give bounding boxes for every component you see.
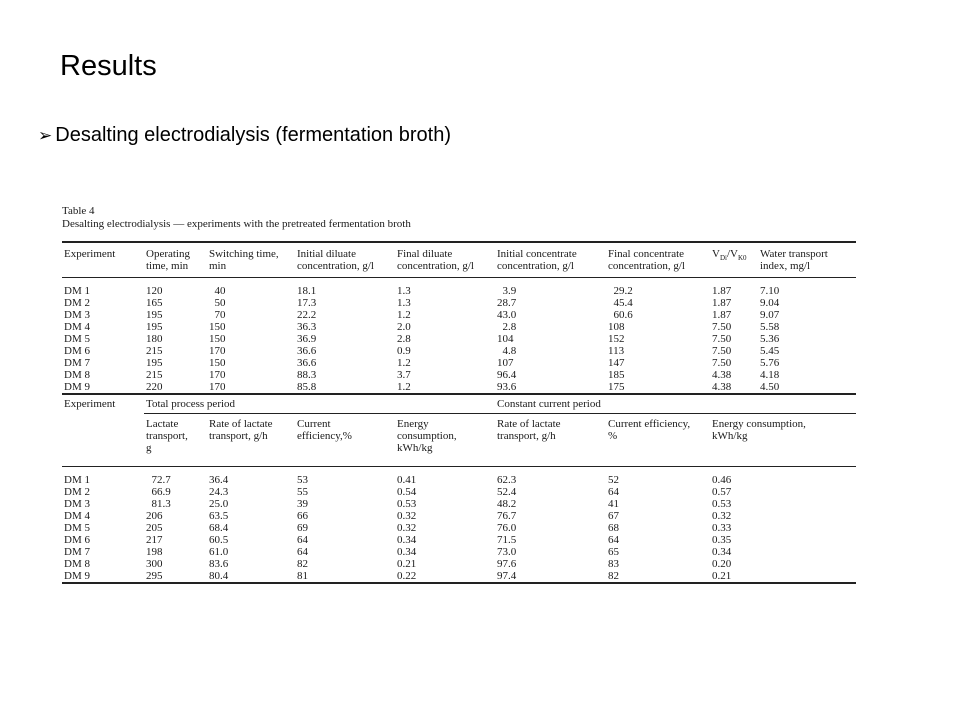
table-cell: 52.4 (497, 486, 517, 498)
column-header: Switching time, min (207, 242, 295, 278)
table-cell: 104 (497, 333, 514, 345)
column-header: Energy consumption, kWh/kg (712, 418, 806, 442)
table-cell: 36.4 (207, 467, 295, 487)
table-cell: 206 (146, 510, 163, 522)
table-cell: 25.0 (209, 498, 229, 510)
table-cell: 62.3 (495, 467, 606, 487)
table-cell: 1.3 (397, 297, 411, 309)
table-cell: 0.57 (712, 486, 732, 498)
table-cell: 2.8 (397, 333, 411, 345)
table-cell: 7.10 (758, 278, 856, 298)
table-cell: 0.9 (397, 345, 411, 357)
table-cell: 64 (608, 486, 619, 498)
table-cell: 69 (297, 522, 308, 534)
table-cell: 64 (297, 534, 308, 546)
table-cell: 5.76 (760, 357, 780, 369)
table-cell: 4.38 (712, 381, 732, 393)
table-cell: 52 (606, 467, 710, 487)
table-cell: 0.21 (397, 558, 417, 570)
row-label: DM 3 (64, 498, 90, 510)
table-cell: 150 (209, 357, 226, 369)
table-cell: 0.53 (397, 498, 417, 510)
table-row (62, 546, 856, 558)
table-cell: 22.2 (297, 309, 317, 321)
results-table-figure (62, 205, 858, 584)
table-cell: 97.6 (497, 558, 517, 570)
table-cell: 0.32 (712, 510, 732, 522)
row-label: DM 1 (62, 467, 144, 487)
table-cell: 83.6 (209, 558, 229, 570)
upper-header-row (62, 242, 856, 278)
table-cell: 295 (144, 570, 207, 583)
table-cell: 82 (606, 570, 710, 583)
table-cell: 36.9 (297, 333, 317, 345)
table-cell: 1.87 (712, 309, 732, 321)
table-row (62, 498, 856, 510)
column-header: Current efficiency,% (297, 418, 352, 442)
table-cell: 39 (297, 498, 308, 510)
row-label: DM 2 (64, 297, 90, 309)
table-cell: 48.2 (497, 498, 517, 510)
table-row (62, 345, 856, 357)
table-cell: 152 (608, 333, 625, 345)
bullet-text: Desalting electrodialysis (fermentation broth) (55, 124, 451, 146)
table-label: Table 4 (62, 205, 95, 217)
table-cell: 108 (608, 321, 625, 333)
table-cell: 68.4 (209, 522, 229, 534)
table-cell: 0.34 (397, 546, 417, 558)
row-label: DM 1 (62, 278, 144, 298)
table-cell: 45.4 (608, 297, 633, 309)
table-cell: 0.35 (712, 534, 732, 546)
table-cell: 198 (146, 546, 163, 558)
table-cell: 36.6 (297, 357, 317, 369)
table-cell: 70 (209, 309, 226, 321)
table-cell: 65 (608, 546, 619, 558)
table-cell: 60.6 (608, 309, 633, 321)
table-cell: 5.45 (760, 345, 780, 357)
table-cell: 93.6 (497, 381, 517, 393)
table-cell: 9.04 (760, 297, 780, 309)
table-row (62, 333, 856, 345)
table-cell: 147 (608, 357, 625, 369)
table-cell: 1.2 (397, 309, 411, 321)
column-header: Rate of lactate transport, g/h (497, 418, 561, 442)
column-header: Water transport index, mg/l (758, 242, 856, 278)
table-cell: 0.32 (397, 510, 417, 522)
table-cell: 120 (144, 278, 207, 298)
table-cell: 7.50 (712, 321, 732, 333)
table-cell: 7.50 (712, 357, 732, 369)
group-header-constant: Constant current period (495, 394, 856, 414)
row-label: DM 8 (64, 558, 90, 570)
table-cell: 4.50 (760, 381, 780, 393)
column-header: Final concentrate concentration, g/l (606, 242, 710, 278)
group-header-total: Total process period (144, 394, 495, 414)
table-cell: 76.0 (497, 522, 517, 534)
table-cell: 66 (297, 510, 308, 522)
row-label: DM 6 (64, 345, 90, 357)
row-label: DM 7 (64, 357, 90, 369)
table-cell: 107 (497, 357, 514, 369)
table-cell: 1.87 (710, 278, 758, 298)
table-cell: 113 (608, 345, 625, 357)
column-header: Operating time, min (144, 242, 207, 278)
table-cell: 220 (146, 381, 163, 393)
table-cell: 170 (209, 345, 226, 357)
table-cell: 66.9 (146, 486, 171, 498)
table-cell: 1.3 (395, 278, 495, 298)
table-cell: 7.50 (712, 333, 732, 345)
table-row (62, 278, 856, 298)
table-cell: 150 (209, 333, 226, 345)
table-row (62, 534, 856, 546)
table-cell: 55 (297, 486, 308, 498)
table-cell: 4.38 (712, 369, 732, 381)
row-label: DM 3 (64, 309, 90, 321)
table-cell: 215 (146, 369, 163, 381)
table-cell: 24.3 (209, 486, 229, 498)
table-cell: 0.21 (710, 570, 856, 583)
table-cell: 60.5 (209, 534, 229, 546)
table-cell: 96.4 (497, 369, 517, 381)
table-cell: 73.0 (497, 546, 517, 558)
table-caption: Desalting electrodialysis — experiments with the pretreated fermentation broth (62, 218, 411, 230)
arrow-bullet-icon: ➢ (38, 125, 53, 145)
table-cell: 71.5 (497, 534, 517, 546)
table-cell: 195 (146, 357, 163, 369)
table-cell: 50 (209, 297, 226, 309)
table-cell: 195 (146, 309, 163, 321)
table-row (62, 321, 856, 333)
column-header: Energy consumption, kWh/kg (397, 418, 457, 454)
row-label: DM 4 (64, 321, 90, 333)
table-cell: 217 (146, 534, 163, 546)
table-cell: 64 (297, 546, 308, 558)
table-cell: 41 (608, 498, 619, 510)
table-cell: 4.8 (497, 345, 517, 357)
table-cell: 67 (608, 510, 619, 522)
table-cell: 205 (146, 522, 163, 534)
table-cell: 215 (146, 345, 163, 357)
row-label: DM 6 (64, 534, 90, 546)
table-cell: 29.2 (606, 278, 710, 298)
column-header: Initial diluate concentration, g/l (295, 242, 395, 278)
column-header: Final diluate concentration, g/l (395, 242, 495, 278)
table-cell: 63.5 (209, 510, 229, 522)
table-row (62, 467, 856, 487)
table-cell: 0.33 (712, 522, 732, 534)
table-cell: 81 (295, 570, 395, 583)
results-table (62, 241, 856, 584)
table-cell: 180 (146, 333, 163, 345)
table-cell: 82 (297, 558, 308, 570)
table-cell: 0.32 (397, 522, 417, 534)
table-cell: 185 (608, 369, 625, 381)
column-header: Rate of lactate transport, g/h (209, 418, 273, 442)
column-header: Lactate transport, g (146, 418, 188, 454)
column-header: Current efficiency, % (608, 418, 691, 442)
table-cell: 43.0 (497, 309, 517, 321)
row-label: DM 5 (64, 522, 90, 534)
table-cell: 1.87 (712, 297, 732, 309)
table-row (62, 570, 856, 583)
column-header: Experiment (62, 394, 144, 467)
column-header: $V_{Di}/V_{K0}$ (710, 242, 758, 278)
table-cell: 195 (146, 321, 163, 333)
bullet-item (38, 124, 451, 147)
table-cell: 36.3 (297, 321, 317, 333)
slide-title: Results (60, 50, 157, 82)
table-cell: 1.2 (397, 357, 411, 369)
row-label: DM 7 (64, 546, 90, 558)
table-cell: 76.7 (497, 510, 517, 522)
table-cell: 9.07 (760, 309, 780, 321)
table-cell: 2.0 (397, 321, 411, 333)
table-cell: 64 (608, 534, 619, 546)
table-cell: 97.4 (495, 570, 606, 583)
table-cell: 5.58 (760, 321, 780, 333)
table-cell: 0.46 (710, 467, 856, 487)
table-row (62, 357, 856, 369)
table-cell: 4.18 (760, 369, 780, 381)
column-header: Initial concentrate concentration, g/l (495, 242, 606, 278)
table-row (62, 522, 856, 534)
table-cell: 2.8 (497, 321, 517, 333)
table-cell: 1.2 (397, 381, 411, 393)
table-row (62, 486, 856, 498)
table-cell: 28.7 (497, 297, 517, 309)
table-cell: 0.53 (712, 498, 732, 510)
table-row (62, 510, 856, 522)
table-row (62, 558, 856, 570)
row-label: DM 9 (64, 381, 90, 393)
table-cell: 0.34 (712, 546, 732, 558)
table-cell: 3.9 (495, 278, 606, 298)
table-cell: 80.4 (207, 570, 295, 583)
table-cell: 83 (608, 558, 619, 570)
table-cell: 7.50 (712, 345, 732, 357)
column-header: Experiment (62, 242, 144, 278)
table-cell: 5.36 (760, 333, 780, 345)
table-row (62, 309, 856, 321)
table-cell: 85.8 (297, 381, 317, 393)
table-cell: 170 (209, 381, 226, 393)
table-row (62, 369, 856, 381)
table-cell: 72.7 (144, 467, 207, 487)
table-cell: 81.3 (146, 498, 171, 510)
table-cell: 17.3 (297, 297, 317, 309)
table-cell: 0.41 (395, 467, 495, 487)
table-cell: 0.20 (712, 558, 732, 570)
row-label: DM 8 (64, 369, 90, 381)
table-cell: 170 (209, 369, 226, 381)
table-cell: 0.22 (395, 570, 495, 583)
table-cell: 3.7 (397, 369, 411, 381)
table-cell: 18.1 (295, 278, 395, 298)
table-cell: 0.54 (397, 486, 417, 498)
table-cell: 175 (608, 381, 625, 393)
table-cell: 40 (207, 278, 295, 298)
table-cell: 68 (608, 522, 619, 534)
table-cell: 300 (146, 558, 163, 570)
sub-header-row (62, 414, 856, 467)
row-label: DM 5 (64, 333, 90, 345)
table-cell: 36.6 (297, 345, 317, 357)
table-row (62, 297, 856, 309)
table-cell: 0.34 (397, 534, 417, 546)
table-cell: 53 (295, 467, 395, 487)
table-cell: 61.0 (209, 546, 229, 558)
row-label: DM 2 (64, 486, 90, 498)
group-header-row (62, 394, 856, 414)
table-cell: 150 (209, 321, 226, 333)
table-cell: 165 (146, 297, 163, 309)
row-label: DM 4 (64, 510, 90, 522)
table-cell: 88.3 (297, 369, 317, 381)
row-label: DM 9 (62, 570, 144, 583)
table-row (62, 381, 856, 394)
